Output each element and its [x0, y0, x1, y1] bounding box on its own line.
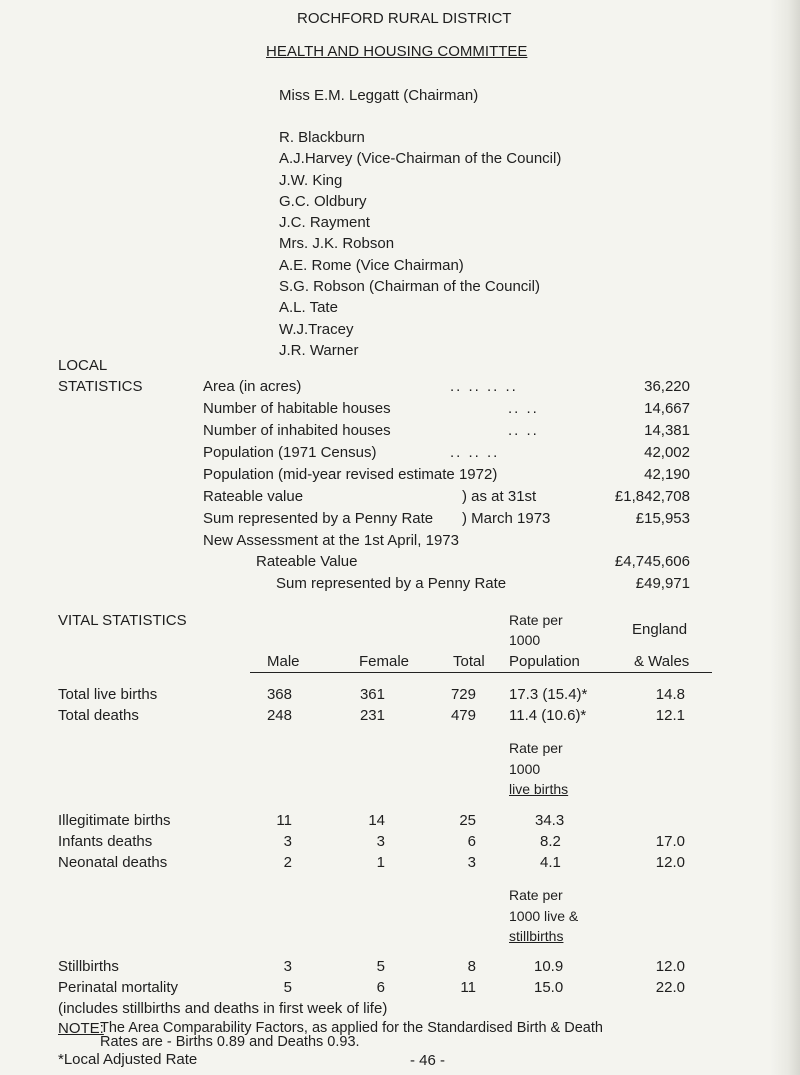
member-item: W.J.Tracey: [279, 320, 354, 338]
cell-male: 5: [283, 979, 292, 996]
stat-label: Sum represented by a Penny Rate: [203, 510, 434, 527]
stat-value: £1,842,708: [614, 488, 690, 505]
row-label: Infants deaths: [58, 833, 153, 850]
cell-male: 11: [276, 812, 292, 829]
cell-female: 1: [376, 854, 385, 871]
cell-england: 12.1: [655, 707, 685, 724]
cell-rate: 17.3 (15.4)*: [509, 686, 588, 703]
cell-male: 3: [283, 833, 292, 850]
subhead-b-1: Rate per: [509, 740, 563, 756]
member-item: J.R. Warner: [279, 341, 359, 359]
member-item: Mrs. J.K. Robson: [279, 235, 395, 253]
cell-rate: 4.1: [540, 854, 561, 871]
cell-male: 248: [266, 707, 292, 724]
cell-rate: 34.3: [535, 812, 565, 829]
stat-value: 36,220: [644, 378, 690, 395]
cell-total: 3: [467, 854, 476, 871]
header-rule: [250, 672, 712, 673]
row-label: Illegitimate births: [58, 812, 171, 829]
rateable-value-label: Rateable Value: [256, 553, 358, 570]
cell-england: 22.0: [655, 979, 685, 996]
col-england-2: & Wales: [634, 653, 690, 670]
stat-bracket-text: ) March 1973: [462, 510, 551, 527]
member-item: A.J.Harvey (Vice-Chairman of the Council): [279, 150, 562, 168]
stat-label: Area (in acres): [203, 378, 302, 395]
stat-label: Population (1971 Census): [203, 444, 377, 461]
row-label: Perinatal mortality: [58, 979, 179, 996]
row-label: Total live births: [58, 686, 158, 703]
subhead-c-1: Rate per: [509, 887, 563, 903]
stat-dots: .. ..: [508, 400, 539, 417]
note-label: NOTE:: [58, 1020, 104, 1037]
cell-england: 12.0: [655, 958, 685, 975]
col-rate-2: 1000: [509, 632, 541, 648]
cell-male: 3: [283, 958, 292, 975]
cell-rate: 10.9: [534, 958, 564, 975]
note-text: The Area Comparability Factors, as applied for the Standardised Birth & Death: [100, 1020, 603, 1036]
stat-value: 14,667: [644, 400, 690, 417]
cell-england: 14.8: [655, 686, 685, 703]
stat-label: Number of habitable houses: [203, 400, 391, 417]
row-label: Neonatal deaths: [58, 854, 168, 871]
cell-rate: 8.2: [540, 833, 561, 850]
cell-female: 6: [376, 979, 385, 996]
stat-value: 42,002: [644, 444, 690, 461]
cell-female: 231: [359, 707, 385, 724]
stat-label: Population (mid-year revised estimate 1972): [203, 466, 498, 483]
cell-female: 361: [359, 686, 385, 703]
footnote: *Local Adjusted Rate: [58, 1051, 198, 1068]
row-label: Total deaths: [58, 707, 139, 724]
cell-male: 2: [283, 854, 292, 871]
cell-total: 479: [450, 707, 476, 724]
stat-value: £15,953: [635, 510, 690, 527]
subhead-b-3: live births: [509, 781, 569, 797]
member-item: A.L. Tate: [279, 299, 338, 317]
col-england-1: England: [632, 621, 688, 638]
perinatal-note: (includes stillbirths and deaths in first week of life): [58, 1000, 388, 1017]
stat-value: 42,190: [644, 466, 690, 483]
stat-bracket-text: ) as at 31st: [462, 488, 537, 505]
cell-total: 11: [460, 979, 476, 996]
member-item: A.E. Rome (Vice Chairman): [279, 256, 464, 274]
members-list: [279, 127, 561, 361]
penny-rate-value: £49,971: [635, 575, 690, 592]
cell-male: 368: [266, 686, 292, 703]
cell-total: 6: [467, 833, 476, 850]
cell-total: 8: [467, 958, 476, 975]
row-label: Stillbirths: [58, 958, 119, 975]
note-text-2: Rates are - Births 0.89 and Deaths 0.93.: [100, 1034, 360, 1050]
district-title: ROCHFORD RURAL DISTRICT: [297, 10, 512, 27]
vital-statistics-heading: VITAL STATISTICS: [58, 612, 187, 629]
col-rate-1: Rate per: [509, 612, 563, 628]
cell-total: 25: [459, 812, 476, 829]
col-rate-3: Population: [509, 653, 580, 670]
stat-dots: .. ..: [508, 422, 539, 439]
cell-rate: 11.4 (10.6)*: [509, 707, 587, 724]
cell-female: 5: [376, 958, 385, 975]
member-item: J.W. King: [279, 171, 343, 189]
local-statistics-heading-1: LOCAL: [58, 357, 108, 374]
cell-female: 14: [368, 812, 385, 829]
rateable-value: £4,745,606: [614, 553, 690, 570]
stat-label: Number of inhabited houses: [203, 422, 391, 439]
page-edge-shadow: [770, 0, 800, 1075]
stat-dots: .. .. ..: [450, 444, 500, 461]
cell-rate: 15.0: [534, 979, 564, 996]
penny-rate-label: Sum represented by a Penny Rate: [276, 575, 507, 592]
stat-dots: .. .. .. ..: [450, 378, 518, 395]
cell-female: 3: [376, 833, 385, 850]
member-item: R. Blackburn: [279, 129, 365, 146]
page-number: - 46 -: [410, 1052, 446, 1069]
member-item: S.G. Robson (Chairman of the Council): [279, 278, 540, 296]
chairman: Miss E.M. Leggatt (Chairman): [279, 87, 479, 104]
subhead-c-2: 1000 live &: [509, 908, 579, 924]
col-female: Female: [359, 653, 410, 670]
cell-england: 12.0: [655, 854, 685, 871]
cell-england: 17.0: [655, 833, 685, 850]
member-item: G.C. Oldbury: [279, 192, 367, 210]
new-assessment: New Assessment at the 1st April, 1973: [203, 532, 459, 549]
col-male: Male: [267, 653, 300, 670]
col-total: Total: [453, 653, 485, 670]
member-item: J.C. Rayment: [279, 214, 370, 232]
stat-value: 14,381: [644, 422, 690, 439]
subhead-c-3: stillbirths: [509, 928, 564, 944]
stat-label: Rateable value: [203, 488, 304, 505]
cell-total: 729: [450, 686, 476, 703]
local-statistics-heading-2: STATISTICS: [58, 378, 143, 395]
committee-title: HEALTH AND HOUSING COMMITTEE: [266, 43, 528, 60]
subhead-b-2: 1000: [509, 761, 541, 777]
